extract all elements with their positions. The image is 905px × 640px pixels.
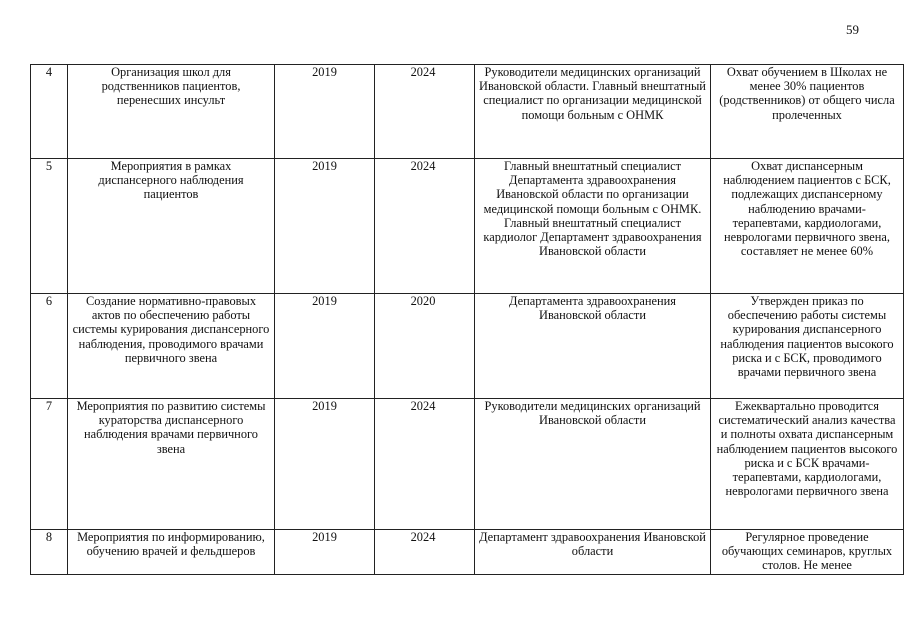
responsible-executor: Руководители медицинских организаций Ивановской области [475,399,711,530]
activity-name: Создание нормативно-правовых актов по обеспечению работы системы курирования диспансерного наблюдения, проводимого врачами первичного звена [68,294,275,399]
page-number: 59 [846,22,859,37]
end-year: 2020 [375,294,475,399]
end-year: 2024 [375,65,475,159]
activity-name: Мероприятия по информированию, обучению врачей и фельдшеров [68,530,275,575]
start-year: 2019 [275,159,375,294]
expected-result: Регулярное проведение обучающих семинаров, круглых столов. Не менее [711,530,904,575]
responsible-executor: Руководители медицинских организаций Ивановской области. Главный внештатный специалист по организации медицинской помощи больным с ОНМК [475,65,711,159]
expected-result: Охват диспансерным наблюдением пациентов с БСК, подлежащих диспансерному наблюдению врачами-терапевтами, кардиологами, неврологами первичного звена, составляет не менее 60% [711,159,904,294]
expected-result: Утвержден приказ по обеспечению работы системы курирования диспансерного наблюдения пациентов высокого риска и с БСК, проводимого врачами первичного звена [711,294,904,399]
expected-result: Ежеквартально проводится систематический анализ качества и полноты охвата диспансерным наблюдением пациентов высокого риска и с БСК врачами-терапевтами, кардиологами, неврологами первичного звена [711,399,904,530]
end-year: 2024 [375,530,475,575]
activity-name: Мероприятия по развитию системы кураторства диспансерного наблюдения врачами первичного звена [68,399,275,530]
responsible-executor: Главный внештатный специалист Департамента здравоохранения Ивановской области по организации медицинской помощи больным с ОНМК. Главный внештатный специалист кардиолог Департамент здравоохранения Ивановской области [475,159,711,294]
start-year: 2019 [275,530,375,575]
end-year: 2024 [375,159,475,294]
action-plan-table [30,64,904,575]
activity-name: Мероприятия в рамках диспансерного наблюдения пациентов [68,159,275,294]
row-number: 4 [31,65,68,159]
table-row [31,294,904,399]
table-row [31,65,904,159]
row-number: 5 [31,159,68,294]
responsible-executor: Департамента здравоохранения Ивановской области [475,294,711,399]
row-number: 6 [31,294,68,399]
table-row [31,159,904,294]
responsible-executor: Департамент здравоохранения Ивановской области [475,530,711,575]
table-row [31,399,904,530]
activity-name: Организация школ для родственников пациентов, перенесших инсульт [68,65,275,159]
row-number: 8 [31,530,68,575]
start-year: 2019 [275,294,375,399]
expected-result: Охват обучением в Школах не менее 30% пациентов (родственников) от общего числа пролеченных [711,65,904,159]
end-year: 2024 [375,399,475,530]
start-year: 2019 [275,65,375,159]
start-year: 2019 [275,399,375,530]
table-row [31,530,904,575]
row-number: 7 [31,399,68,530]
